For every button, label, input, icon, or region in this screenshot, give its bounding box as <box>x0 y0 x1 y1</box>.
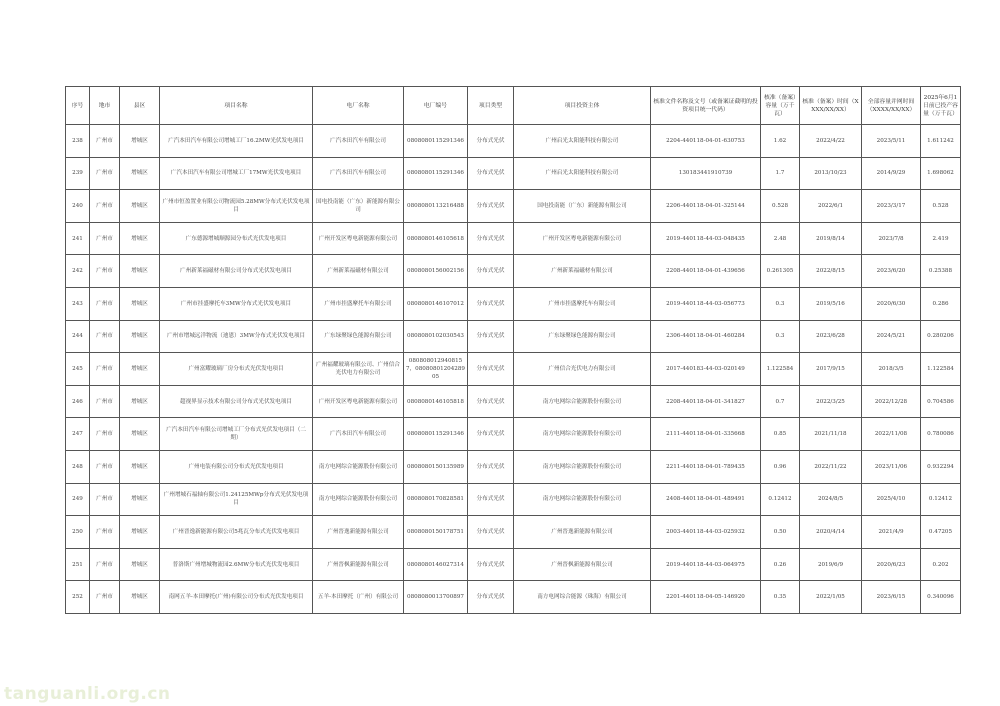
cell-approved-capacity: 1.122584 <box>761 353 800 386</box>
cell-district: 增城区 <box>120 125 160 158</box>
cell-plant-code: 0808080113216488 <box>404 190 468 223</box>
cell-operating-capacity: 0.280206 <box>921 320 961 353</box>
header-grid-date: 全部容量并网时间（XXXX/XX/XX） <box>862 87 921 125</box>
cell-approval-doc: 2019-440118-44-03-064975 <box>651 548 761 581</box>
table-row <box>66 190 961 223</box>
cell-seq: 240 <box>66 190 90 223</box>
cell-plant-code: 0808080115291346 <box>404 125 468 158</box>
cell-investor: 南方电网综合能源股份有限公司 <box>514 418 651 451</box>
cell-plant-name: 广汽本田汽车有限公司 <box>313 157 404 190</box>
cell-approval-date: 2021/11/18 <box>800 418 862 451</box>
cell-approval-doc: 2208-440118-04-01-341827 <box>651 385 761 418</box>
table-row <box>66 222 961 255</box>
cell-plant-code: 0808080146107012 <box>404 287 468 320</box>
cell-district: 增城区 <box>120 287 160 320</box>
cell-city: 广州市 <box>90 190 120 223</box>
cell-operating-capacity: 0.47205 <box>921 516 961 549</box>
cell-approved-capacity: 1.62 <box>761 125 800 158</box>
cell-project-name: 广州市挂盛摩托车3MW分布式光伏发电项目 <box>160 287 313 320</box>
header-approval-doc: 核准文件名称及文号（或备案证截明的投资项目统一代码） <box>651 87 761 125</box>
cell-city: 广州市 <box>90 125 120 158</box>
cell-investor: 南方电网综合能源（珠海）有限公司 <box>514 581 651 614</box>
cell-approval-doc: 2019-440118-44-03-048435 <box>651 222 761 255</box>
cell-district: 增城区 <box>120 222 160 255</box>
table-row <box>66 385 961 418</box>
cell-grid-date: 2023/6/20 <box>862 255 921 288</box>
cell-seq: 241 <box>66 222 90 255</box>
cell-plant-name: 广州新莱福磁材有限公司 <box>313 255 404 288</box>
cell-operating-capacity: 0.286 <box>921 287 961 320</box>
cell-operating-capacity: 1.122584 <box>921 353 961 386</box>
cell-plant-name: 广汽本田汽车有限公司 <box>313 125 404 158</box>
cell-investor: 国电投南能（广东）新能源有限公司 <box>514 190 651 223</box>
cell-district: 增城区 <box>120 385 160 418</box>
cell-project-name: 普洛斯广州增城物流园2.6MW分布式光伏发电项目 <box>160 548 313 581</box>
cell-project-type: 分布式光伏 <box>468 125 514 158</box>
cell-operating-capacity: 0.202 <box>921 548 961 581</box>
cell-investor: 广州信合光伏电力有限公司 <box>514 353 651 386</box>
site-watermark: tanguanli.org.cn <box>4 684 171 704</box>
cell-plant-name: 五羊-本田摩托（广州）有限公司 <box>313 581 404 614</box>
cell-operating-capacity: 0.340096 <box>921 581 961 614</box>
cell-project-name: 广州富耀玻璃厂房分布式光伏发电项目 <box>160 353 313 386</box>
cell-plant-code: 0808080156002156 <box>404 255 468 288</box>
cell-project-type: 分布式光伏 <box>468 516 514 549</box>
cell-approval-date: 2022/4/22 <box>800 125 862 158</box>
cell-project-name: 超视界显示技术有限公司分布式光伏发电项目 <box>160 385 313 418</box>
cell-plant-name: 广东绿聚绿色能源有限公司 <box>313 320 404 353</box>
cell-approved-capacity: 0.96 <box>761 450 800 483</box>
cell-approved-capacity: 0.261305 <box>761 255 800 288</box>
cell-seq: 246 <box>66 385 90 418</box>
cell-approved-capacity: 1.7 <box>761 157 800 190</box>
cell-approval-date: 2019/8/14 <box>800 222 862 255</box>
cell-operating-capacity: 0.932294 <box>921 450 961 483</box>
cell-plant-code: 0808080013700897 <box>404 581 468 614</box>
cell-grid-date: 2024/5/21 <box>862 320 921 353</box>
cell-approval-doc: 2204-440118-04-01-630753 <box>651 125 761 158</box>
cell-city: 广州市 <box>90 353 120 386</box>
cell-approval-doc: 2206-440118-04-01-325144 <box>651 190 761 223</box>
cell-city: 广州市 <box>90 483 120 516</box>
cell-approved-capacity: 0.26 <box>761 548 800 581</box>
cell-approved-capacity: 0.35 <box>761 581 800 614</box>
cell-investor: 广州启光太阳能科技有限公司 <box>514 157 651 190</box>
cell-city: 广州市 <box>90 255 120 288</box>
cell-project-name: 广州电装有限公司分布式光伏发电项目 <box>160 450 313 483</box>
cell-city: 广州市 <box>90 222 120 255</box>
cell-approved-capacity: 0.12412 <box>761 483 800 516</box>
cell-approval-doc: 2408-440118-04-01-489491 <box>651 483 761 516</box>
cell-plant-name: 南方电网综合能源股份有限公司 <box>313 483 404 516</box>
project-table-sheet <box>65 86 958 614</box>
cell-plant-code: 0808080146027314 <box>404 548 468 581</box>
cell-seq: 247 <box>66 418 90 451</box>
cell-city: 广州市 <box>90 320 120 353</box>
cell-investor: 南方电网综合能源股份有限公司 <box>514 385 651 418</box>
cell-operating-capacity: 0.704586 <box>921 385 961 418</box>
header-plant-code: 电厂编号 <box>404 87 468 125</box>
cell-project-name: 广州增城石福轴有限公司1.24125MWp分布式光伏发电项目 <box>160 483 313 516</box>
cell-approval-date: 2024/8/5 <box>800 483 862 516</box>
cell-plant-name: 广州福耀玻璃有限公司、广州信合光伏电力有限公司 <box>313 353 404 386</box>
cell-approval-date: 2022/11/22 <box>800 450 862 483</box>
cell-district: 增城区 <box>120 450 160 483</box>
cell-project-name: 南网五羊-本田摩托(广州)有限公司分布式光伏发电项目 <box>160 581 313 614</box>
cell-grid-date: 2023/6/15 <box>862 581 921 614</box>
cell-city: 广州市 <box>90 581 120 614</box>
header-project-name: 项目名称 <box>160 87 313 125</box>
cell-approved-capacity: 2.48 <box>761 222 800 255</box>
cell-investor: 广州启光太阳能科技有限公司 <box>514 125 651 158</box>
cell-district: 增城区 <box>120 190 160 223</box>
cell-project-type: 分布式光伏 <box>468 190 514 223</box>
cell-district: 增城区 <box>120 320 160 353</box>
cell-city: 广州市 <box>90 157 120 190</box>
cell-grid-date: 2022/12/28 <box>862 385 921 418</box>
cell-seq: 238 <box>66 125 90 158</box>
cell-plant-name: 广州晋逸新能源有限公司 <box>313 516 404 549</box>
cell-project-type: 分布式光伏 <box>468 385 514 418</box>
header-operating-capacity: 2025年6月1日前已投产容量（万千瓦） <box>921 87 961 125</box>
cell-city: 广州市 <box>90 450 120 483</box>
cell-seq: 251 <box>66 548 90 581</box>
header-plant-name: 电厂名称 <box>313 87 404 125</box>
header-approved-capacity: 核准（备案）容量（万千瓦） <box>761 87 800 125</box>
cell-project-type: 分布式光伏 <box>468 157 514 190</box>
cell-grid-date: 2023/7/8 <box>862 222 921 255</box>
cell-investor: 南方电网综合能源股份有限公司 <box>514 450 651 483</box>
cell-district: 增城区 <box>120 581 160 614</box>
cell-seq: 250 <box>66 516 90 549</box>
cell-district: 增城区 <box>120 157 160 190</box>
cell-project-type: 分布式光伏 <box>468 418 514 451</box>
cell-approved-capacity: 0.3 <box>761 287 800 320</box>
cell-project-type: 分布式光伏 <box>468 287 514 320</box>
cell-grid-date: 2021/4/9 <box>862 516 921 549</box>
cell-grid-date: 2018/3/5 <box>862 353 921 386</box>
cell-city: 广州市 <box>90 516 120 549</box>
table-header-row <box>66 87 961 125</box>
header-project-type: 项目类型 <box>468 87 514 125</box>
cell-project-type: 分布式光伏 <box>468 483 514 516</box>
cell-operating-capacity: 0.12412 <box>921 483 961 516</box>
cell-plant-code: 0808080129408157，0808080120428905 <box>404 353 468 386</box>
cell-plant-name: 国电投南能（广东）新能源有限公司 <box>313 190 404 223</box>
cell-approved-capacity: 0.3 <box>761 320 800 353</box>
cell-city: 广州市 <box>90 418 120 451</box>
cell-district: 增城区 <box>120 353 160 386</box>
cell-city: 广州市 <box>90 287 120 320</box>
cell-approval-doc: 2111-440118-04-01-335668 <box>651 418 761 451</box>
cell-seq: 244 <box>66 320 90 353</box>
cell-plant-name: 广州开发区粤电新能源有限公司 <box>313 385 404 418</box>
cell-plant-code: 0808080150178751 <box>404 516 468 549</box>
cell-approved-capacity: 0.85 <box>761 418 800 451</box>
cell-plant-name: 广州市挂盛摩托车有限公司 <box>313 287 404 320</box>
table-row <box>66 320 961 353</box>
cell-grid-date: 2020/6/23 <box>862 548 921 581</box>
cell-district: 增城区 <box>120 548 160 581</box>
cell-approval-doc: 2306-440118-04-01-460284 <box>651 320 761 353</box>
cell-grid-date: 2025/4/10 <box>862 483 921 516</box>
cell-project-name: 广州市恒盈置业有限公司物流园5.28MW分布式光伏发电项目 <box>160 190 313 223</box>
cell-approval-doc: 2017-440183-44-03-020149 <box>651 353 761 386</box>
cell-approval-date: 2019/5/16 <box>800 287 862 320</box>
table-row <box>66 287 961 320</box>
cell-seq: 242 <box>66 255 90 288</box>
cell-project-type: 分布式光伏 <box>468 320 514 353</box>
table-row <box>66 157 961 190</box>
cell-approval-doc: 2201-440118-04-05-146920 <box>651 581 761 614</box>
cell-investor: 广州新莱福磁材有限公司 <box>514 255 651 288</box>
cell-operating-capacity: 1.611242 <box>921 125 961 158</box>
cell-approval-date: 2022/8/15 <box>800 255 862 288</box>
table-row <box>66 418 961 451</box>
cell-approval-date: 2023/6/28 <box>800 320 862 353</box>
cell-project-type: 分布式光伏 <box>468 353 514 386</box>
cell-approval-date: 2020/4/14 <box>800 516 862 549</box>
cell-project-name: 广东德源增城顺源园分布式光伏发电项目 <box>160 222 313 255</box>
table-row <box>66 125 961 158</box>
cell-project-name: 广汽本田汽车有限公司增城工厂分布式光伏发电项目（二期） <box>160 418 313 451</box>
cell-plant-code: 0808080115291346 <box>404 157 468 190</box>
cell-approval-date: 2022/1/05 <box>800 581 862 614</box>
cell-operating-capacity: 0.25388 <box>921 255 961 288</box>
cell-project-name: 广州市增城远洋物流（迪恩）3MW分布式光伏发电项目 <box>160 320 313 353</box>
cell-district: 增城区 <box>120 255 160 288</box>
header-district: 县区 <box>120 87 160 125</box>
table-row <box>66 581 961 614</box>
cell-approval-date: 2013/10/23 <box>800 157 862 190</box>
cell-plant-name: 南方电网综合能源股份有限公司 <box>313 450 404 483</box>
cell-approval-doc: 2003-440118-44-03-025932 <box>651 516 761 549</box>
cell-operating-capacity: 2.419 <box>921 222 961 255</box>
cell-grid-date: 2023/3/17 <box>862 190 921 223</box>
header-city: 地市 <box>90 87 120 125</box>
table-row <box>66 450 961 483</box>
cell-approved-capacity: 0.528 <box>761 190 800 223</box>
cell-investor: 广州开发区粤电新能源有限公司 <box>514 222 651 255</box>
cell-seq: 249 <box>66 483 90 516</box>
cell-plant-name: 广州开发区粤电新能源有限公司 <box>313 222 404 255</box>
table-body <box>66 125 961 614</box>
cell-project-name: 广汽本田汽车有限公司增城工厂17MW光伏发电项目 <box>160 157 313 190</box>
cell-district: 增城区 <box>120 483 160 516</box>
cell-project-type: 分布式光伏 <box>468 450 514 483</box>
header-approval-date: 核准（备案）时间（XXXX/XX/XX） <box>800 87 862 125</box>
cell-seq: 243 <box>66 287 90 320</box>
table-row <box>66 353 961 386</box>
cell-grid-date: 2023/11/06 <box>862 450 921 483</box>
cell-approval-date: 2022/6/1 <box>800 190 862 223</box>
cell-grid-date: 2014/9/29 <box>862 157 921 190</box>
cell-investor: 南方电网综合能源股份有限公司 <box>514 483 651 516</box>
cell-operating-capacity: 1.698062 <box>921 157 961 190</box>
cell-approval-doc: 2211-440118-04-01-789435 <box>651 450 761 483</box>
cell-district: 增城区 <box>120 516 160 549</box>
table-row <box>66 548 961 581</box>
cell-investor: 广东绿聚绿色能源有限公司 <box>514 320 651 353</box>
cell-plant-code: 0808080102030543 <box>404 320 468 353</box>
cell-project-type: 分布式光伏 <box>468 255 514 288</box>
cell-approved-capacity: 0.7 <box>761 385 800 418</box>
cell-district: 增城区 <box>120 418 160 451</box>
cell-seq: 252 <box>66 581 90 614</box>
cell-seq: 239 <box>66 157 90 190</box>
cell-approval-date: 2017/9/15 <box>800 353 862 386</box>
cell-city: 广州市 <box>90 548 120 581</box>
cell-grid-date: 2020/6/30 <box>862 287 921 320</box>
cell-approval-doc: 2208-440118-04-01-439656 <box>651 255 761 288</box>
cell-project-type: 分布式光伏 <box>468 581 514 614</box>
cell-project-type: 分布式光伏 <box>468 222 514 255</box>
header-investor: 项目投资主体 <box>514 87 651 125</box>
cell-project-name: 广州晋逸新能源有限公司5兆瓦分布式光伏发电项目 <box>160 516 313 549</box>
cell-plant-code: 0808080146105618 <box>404 222 468 255</box>
cell-city: 广州市 <box>90 385 120 418</box>
cell-approval-doc: 2019-440118-44-03-056773 <box>651 287 761 320</box>
cell-seq: 245 <box>66 353 90 386</box>
cell-grid-date: 2022/11/08 <box>862 418 921 451</box>
cell-operating-capacity: 0.528 <box>921 190 961 223</box>
cell-project-name: 广汽本田汽车有限公司增城工厂16.2MW光伏发电项目 <box>160 125 313 158</box>
cell-project-name: 广州新莱福磁材有限公司分布式光伏发电项目 <box>160 255 313 288</box>
cell-investor: 广州晋枫新能源有限公司 <box>514 548 651 581</box>
cell-plant-code: 0808080115291346 <box>404 418 468 451</box>
cell-plant-code: 0808080146105818 <box>404 385 468 418</box>
table-row <box>66 516 961 549</box>
cell-investor: 广州市挂盛摩托车有限公司 <box>514 287 651 320</box>
table-row <box>66 255 961 288</box>
cell-operating-capacity: 0.780086 <box>921 418 961 451</box>
cell-plant-code: 0808080170828581 <box>404 483 468 516</box>
cell-approval-date: 2022/3/25 <box>800 385 862 418</box>
cell-approved-capacity: 0.50 <box>761 516 800 549</box>
header-seq: 序号 <box>66 87 90 125</box>
cell-plant-name: 广州晋枫新能源有限公司 <box>313 548 404 581</box>
cell-grid-date: 2023/5/11 <box>862 125 921 158</box>
cell-seq: 248 <box>66 450 90 483</box>
table-row <box>66 483 961 516</box>
cell-investor: 广州晋逸新能源有限公司 <box>514 516 651 549</box>
cell-approval-doc: 130183441910739 <box>651 157 761 190</box>
cell-plant-name: 广汽本田汽车有限公司 <box>313 418 404 451</box>
pv-project-table <box>65 86 961 614</box>
cell-approval-date: 2019/6/9 <box>800 548 862 581</box>
cell-plant-code: 0808080150135989 <box>404 450 468 483</box>
cell-project-type: 分布式光伏 <box>468 548 514 581</box>
